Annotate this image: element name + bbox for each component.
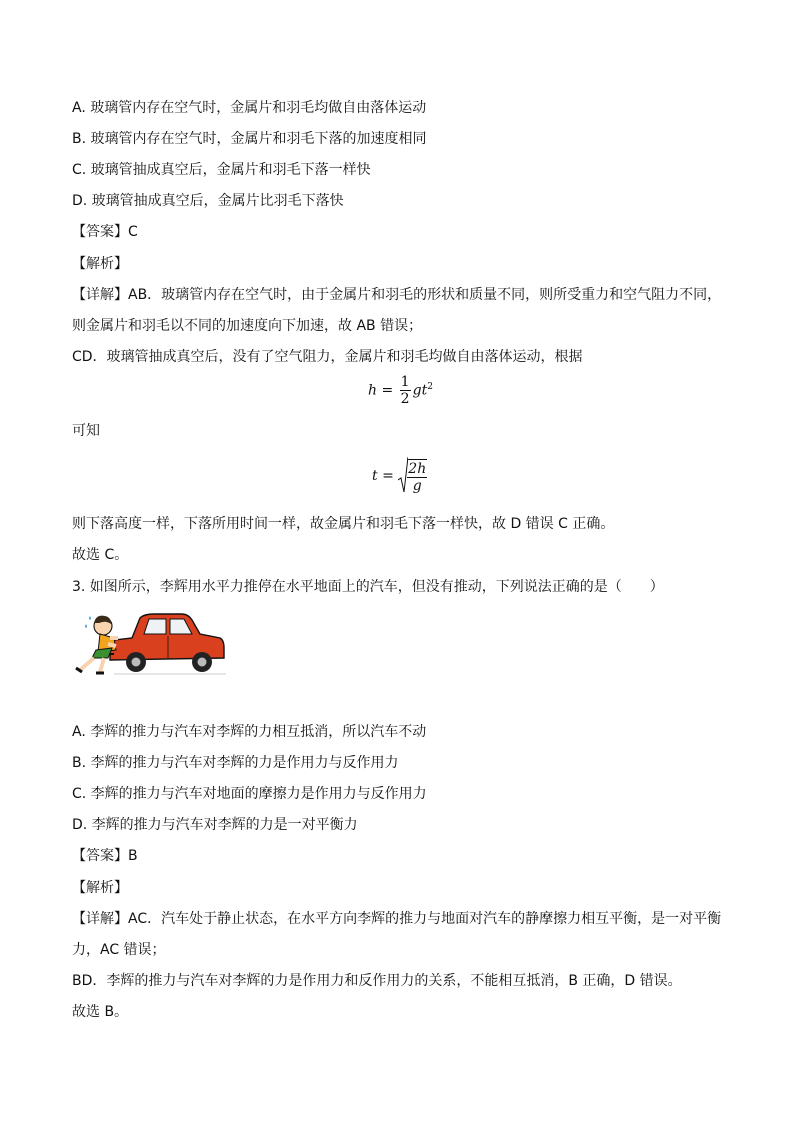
formula-h-lhs: h	[368, 382, 378, 399]
formula-t-sqrt	[398, 456, 429, 496]
q2-detail-line-3: CD．玻璃管抽成真空后，没有了空气阻力，金属片和羽毛均做自由落体运动，根据	[72, 349, 583, 365]
formula-t-lhs: t	[372, 468, 378, 484]
q2-analysis-label: 【解析】	[72, 256, 128, 272]
q2-detail-line-4: 则下落高度一样，下落所用时间一样，故金属片和羽毛下落一样快，故 D 错误 C 正确。	[72, 516, 615, 532]
formula-h	[368, 374, 433, 407]
q3-stem: 3. 如图所示，李辉用水平力推停在水平地面上的汽车，但没有推动，下列说法正确的是（ ）	[72, 579, 664, 595]
q3-analysis-label: 【解析】	[72, 880, 128, 896]
formula-t-num: 2h	[408, 460, 427, 477]
q3-option-d: D. 李辉的推力与汽车对李辉的力是一对平衡力	[72, 817, 358, 833]
formula-h-t: t	[421, 382, 428, 399]
formula-h-fraction	[400, 374, 411, 407]
formula-h-eq: =	[381, 382, 394, 399]
boy-pushing-car-icon	[74, 604, 226, 682]
q3-conclusion: 故选 B。	[72, 1004, 129, 1020]
q2-option-c: C. 玻璃管抽成真空后，金属片和羽毛下落一样快	[72, 162, 371, 178]
q2-option-d: D. 玻璃管抽成真空后，金属片比羽毛下落快	[72, 193, 344, 209]
q2-known: 可知	[72, 423, 100, 439]
q2-detail-line-1: 【详解】AB．玻璃管内存在空气时，由于金属片和羽毛的形状和质量不同，则所受重力和空气阻力不同，	[72, 287, 722, 303]
formula-h-exp: 2	[427, 381, 433, 392]
formula-t-fraction	[407, 459, 427, 494]
formula-t-den: g	[412, 477, 422, 494]
q3-detail-line-2: 力，AC 错误；	[72, 942, 166, 958]
q3-option-c: C. 李辉的推力与汽车对地面的摩擦力是作用力与反作用力	[72, 786, 427, 802]
q3-detail-line-3: BD．李辉的推力与汽车对李辉的力是作用力和反作用力的关系，不能相互抵消，B 正确，D 错误。	[72, 973, 682, 989]
q2-option-b: B. 玻璃管内存在空气时，金属片和羽毛下落的加速度相同	[72, 131, 427, 147]
q3-answer: 【答案】B	[72, 848, 138, 864]
q2-option-a: A. 玻璃管内存在空气时，金属片和羽毛均做自由落体运动	[72, 100, 427, 116]
formula-t	[372, 456, 429, 496]
q2-answer: 【答案】C	[72, 224, 138, 240]
formula-h-num: 1	[400, 374, 410, 390]
q3-option-a: A. 李辉的推力与汽车对李辉的力相互抵消，所以汽车不动	[72, 724, 427, 740]
q3-option-b: B. 李辉的推力与汽车对李辉的力是作用力与反作用力	[72, 755, 399, 771]
formula-h-g: g	[412, 382, 422, 399]
q2-conclusion: 故选 C。	[72, 547, 129, 563]
q3-detail-line-1: 【详解】AC．汽车处于静止状态，在水平方向李辉的推力与地面对汽车的静摩擦力相互平衡，是一对平衡	[72, 911, 722, 927]
q2-detail-line-2: 则金属片和羽毛以不同的加速度向下加速，故 AB 错误；	[72, 318, 423, 334]
formula-h-den: 2	[400, 391, 410, 407]
formula-t-eq: =	[382, 468, 394, 484]
